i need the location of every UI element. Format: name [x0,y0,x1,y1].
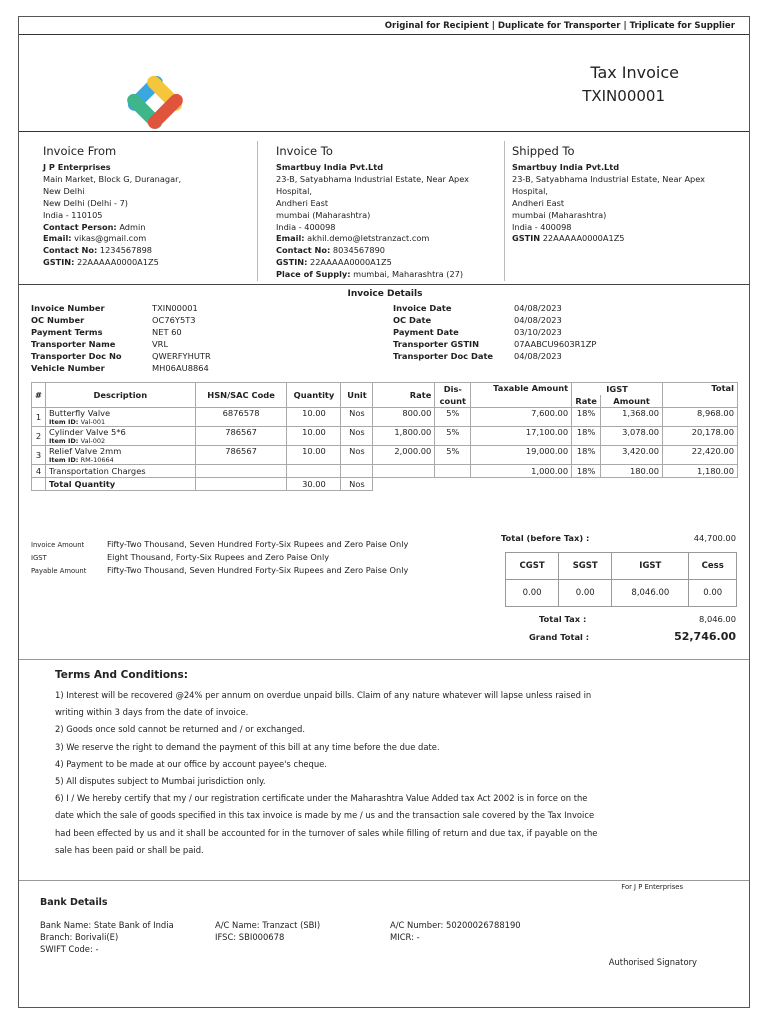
table-row [32,446,738,465]
from-contact-person-label: Contact Person: [43,221,117,232]
tax-value: 8,046.00 [612,580,689,607]
words-label: Payable Amount [31,566,87,575]
cell-idx: 4 [32,465,46,478]
terms-line: 3) We reserve the right to demand the payment of this bill at any time before the due date. [55,741,440,752]
cell-unit: Nos [341,446,373,465]
tax-value: 0.00 [506,580,559,607]
col-header: IGST [572,383,663,396]
detail-value: 03/10/2023 [514,326,562,337]
detail-value: 04/08/2023 [514,303,562,313]
col-header: Description [45,383,195,408]
from-gstin: 22AAAAA0000A1Z5 [76,257,159,268]
detail-label: Vehicle Number [31,362,105,373]
to-company-name: Smartbuy India Pvt.Ltd [276,162,384,172]
authorised-signatory: Authorised Signatory [608,957,697,967]
to-address-line: Andheri East [276,197,329,208]
shipped-to-block [512,144,744,245]
item-id-label: Item ID: [48,437,79,445]
ship-address-line: mumbai (Maharashtra) [512,209,607,220]
terms-list [55,687,645,859]
col-header: Taxable Amount [471,383,572,408]
detail-value: VRL [152,338,169,349]
items-table [31,382,738,491]
cell-desc [45,408,195,427]
bank-divider [19,880,749,881]
cell-total: 22,420.00 [663,446,738,465]
words-value: Eight Thousand, Forty-Six Rupees and Zero Paise Only [107,551,330,562]
to-address-line: 23-B, Satyabhama Industrial Estate, Near Apex [276,173,469,184]
terms-line: 1) Interest will be recovered @24% per annum on overdue unpaid bills. Claim of any nature whatever will lapse unless raised in [55,690,592,700]
bank-swift: SWIFT Code: - [40,944,99,954]
total-before-tax-label: Total (before Tax) : [501,533,590,543]
cell-total: 8,968.00 [663,408,738,427]
table-row [32,427,738,446]
header-divider [19,34,749,35]
detail-label: Transporter Name [31,338,116,349]
item-id-label: Item ID: [48,456,79,464]
cell-hsn: 6876578 [195,408,287,427]
invoice-number-heading: TXIN00001 [582,87,665,105]
detail-value: 04/08/2023 [514,314,562,325]
address-top-divider [19,131,749,132]
bank-name: Bank Name: State Bank of India [40,920,174,930]
ship-address-line: 23-B, Satyabhama Industrial Estate, Near Apex [512,173,705,184]
item-id: Val-002 [80,437,106,445]
to-address-line: India - 400098 [276,221,336,232]
to-gstin-label: GSTIN: [276,257,308,268]
grand-total-label: Grand Total : [529,632,590,642]
detail-label: Transporter Doc Date [393,350,494,361]
words-value: Fifty-Two Thousand, Seven Hundred Forty-Six Rupees and Zero Paise Only [107,539,409,549]
tax-header: IGST [612,553,689,580]
place-of-supply: mumbai, Maharashtra (27) [353,269,464,280]
bank-col-2 [215,919,320,943]
cell-discount: 5% [435,446,471,465]
col-header: Amount [601,395,663,408]
col-header: Total [663,383,738,408]
to-contact-no-label: Contact No: [276,245,331,256]
bank-ac-name: A/C Name: Tranzact (SBI) [215,920,321,930]
from-address-line: India - 110105 [43,209,103,220]
for-company: For J P Enterprises [621,883,683,891]
item-id: RM-10664 [80,456,114,464]
cell-discount [435,465,471,478]
col-header: Rate [373,383,435,408]
tax-value: 0.00 [559,580,612,607]
detail-value: MH06AU8864 [152,362,209,373]
cell-idx: 3 [32,446,46,465]
cell-total: 20,178.00 [663,427,738,446]
tax-header: SGST [559,553,612,580]
bank-ac-number: A/C Number: 50200026788190 [390,920,521,930]
cell-rate: 800.00 [373,408,435,427]
terms-line: date which the sale of goods specified in this tax invoice is made by me / us and the transaction sale covered by the Tax Invoice [55,810,595,821]
cell-hsn: 786567 [195,427,287,446]
words-value: Fifty-Two Thousand, Seven Hundred Forty-Six Rupees and Zero Paise Only [107,564,409,575]
terms-line: 6) I / We hereby certify that my / our registration certificate under the Maharashtra Value Added tax Act 2002 is in force on the [55,793,588,804]
from-contact-no: 1234567898 [99,245,152,256]
cell-igst-rate: 18% [572,427,601,446]
terms-line: sale has been paid or shall be paid. [55,844,204,855]
cell-hsn [195,465,287,478]
bank-branch: Branch: Borivali(E) [40,932,119,942]
table-header-row [32,383,738,396]
cell-taxable: 19,000.00 [471,446,572,465]
shipped-to-heading: Shipped To [512,144,575,158]
cell-discount: 5% [435,427,471,446]
copies-note: Original for Recipient | Duplicate for Transporter | Triplicate for Supplier [384,21,735,31]
invoice-from-heading: Invoice From [43,144,117,158]
from-address-line: New Delhi (Delhi - 7) [43,197,128,208]
item-description: Cylinder Valve 5*6 [48,427,126,437]
from-email-label: Email: [43,233,72,244]
terms-line: had been effected by us and it shall be accounted for in the turnover of sales while filling of return and due tax, if payable on the [55,827,598,838]
cell-desc [45,427,195,446]
details-divider [19,284,749,285]
cell-idx: 2 [32,427,46,446]
to-address-line: Hospital, [276,185,313,196]
to-email-label: Email: [276,233,305,244]
from-contact-person: Admin [119,221,146,232]
cell-taxable: 17,100.00 [471,427,572,446]
total-tax-label: Total Tax : [539,614,587,624]
cell-taxable: 7,600.00 [471,408,572,427]
col-header: Unit [341,383,373,408]
details-right [393,303,596,363]
item-id: Val-001 [80,418,106,426]
from-email: vikas@gmail.com [74,233,147,244]
from-gstin-label: GSTIN: [43,257,75,268]
detail-label: OC Date [393,314,432,325]
words-label: Invoice Amount [31,541,85,549]
detail-value: 04/08/2023 [514,350,562,361]
terms-line: 4) Payment to be made at our office by account payee's cheque. [55,758,327,769]
from-address-line: New Delhi [43,185,85,196]
item-description: Butterfly Valve [48,408,111,418]
terms-line: 2) Goods once sold cannot be returned and / or exchanged. [55,724,306,735]
cell-qty [287,465,341,478]
col-header: # [32,383,46,408]
to-gstin: 22AAAAA0000A1Z5 [309,257,392,268]
ship-address-line: Andheri East [512,197,565,208]
amount-in-words [31,539,408,577]
detail-label: Invoice Date [393,303,452,313]
ship-address-line: Hospital, [512,185,549,196]
table-row [32,408,738,427]
bank-ifsc: IFSC: SBI000678 [215,932,285,942]
tax-summary-table [505,552,737,607]
bank-heading: Bank Details [40,897,108,908]
from-company-name: J P Enterprises [43,162,111,172]
col-header: Rate [572,395,601,408]
ship-company-name: Smartbuy India Pvt.Ltd [512,162,620,172]
detail-value: QWERFYHUTR [152,350,211,361]
invoice-to-block [276,144,502,281]
terms-divider [19,659,749,660]
invoice-details-title: Invoice Details [347,289,423,299]
cell-rate: 1,800.00 [373,427,435,446]
col-header: count [435,395,471,408]
cell-rate: 2,000.00 [373,446,435,465]
terms-line: 5) All disputes subject to Mumbai jurisdiction only. [55,776,266,787]
terms-line: writing within 3 days from the date of invoice. [55,707,249,718]
invoice-page [18,16,750,1008]
cell-unit: Nos [341,408,373,427]
to-contact-no: 8034567890 [332,245,385,256]
tax-value: 0.00 [689,580,737,607]
grand-total: 52,746.00 [674,630,736,643]
detail-label: Payment Terms [31,326,103,337]
col-header: Dis- [435,383,471,396]
cell-desc: Transportation Charges [45,465,195,478]
cell-igst-amount: 1,368.00 [601,408,663,427]
address-divider [504,141,505,281]
cell-qty: 10.00 [287,408,341,427]
ship-address-line: India - 400098 [512,221,572,232]
total-quantity: 30.00 [287,478,341,491]
detail-label: Payment Date [393,326,459,337]
cell-igst-amount: 3,420.00 [601,446,663,465]
table-row [32,465,738,478]
cell-qty: 10.00 [287,446,341,465]
company-logo [115,61,195,141]
details-left [31,303,211,374]
cell-unit [341,465,373,478]
invoice-to-heading: Invoice To [276,144,333,158]
place-of-supply-label: Place of Supply: [276,269,351,280]
cell-igst-rate: 18% [572,465,601,478]
detail-label: Transporter Doc No [31,350,122,361]
bank-col-3 [390,919,521,943]
bank-col-1 [40,919,174,955]
cell-unit: Nos [341,427,373,446]
detail-value: 07AABCU9603R1ZP [514,338,597,349]
total-before-tax: 44,700.00 [693,533,736,543]
invoice-from-block [43,144,263,269]
from-address-line: Main Market, Block G, Duranagar, [43,173,182,184]
cell-total: 1,180.00 [663,465,738,478]
address-divider [257,141,258,281]
cell-qty: 10.00 [287,427,341,446]
detail-label: Transporter GSTIN [393,338,480,349]
from-contact-no-label: Contact No: [43,245,98,256]
cell-discount: 5% [435,408,471,427]
detail-value: TXIN00001 [152,303,198,313]
cell-igst-amount: 3,078.00 [601,427,663,446]
tax-header: CGST [506,553,559,580]
cell-desc [45,446,195,465]
total-quantity-row [32,478,738,491]
detail-value: NET 60 [152,326,182,337]
terms-heading: Terms And Conditions: [55,669,188,681]
total-unit: Nos [341,478,373,491]
to-email: akhil.demo@letstranzact.com [307,233,430,244]
cell-rate [373,465,435,478]
item-id-label: Item ID: [48,418,79,426]
detail-label: OC Number [31,314,85,325]
document-title: Tax Invoice [590,63,679,82]
total-tax: 8,046.00 [699,614,736,624]
cell-taxable: 1,000.00 [471,465,572,478]
total-quantity-label: Total Quantity [45,478,195,491]
detail-value: OC76Y5T3 [152,314,196,325]
tax-header: Cess [689,553,737,580]
words-label: IGST [31,553,47,562]
ship-gstin-label: GSTIN [512,233,541,244]
bank-micr: MICR: - [390,932,420,942]
col-header: HSN/SAC Code [195,383,287,408]
detail-label: Invoice Number [31,303,105,313]
col-header: Quantity [287,383,341,408]
ship-gstin: 22AAAAA0000A1Z5 [542,233,625,244]
item-description: Relief Valve 2mm [48,446,122,456]
cell-igst-rate: 18% [572,408,601,427]
cell-hsn: 786567 [195,446,287,465]
to-address-line: mumbai (Maharashtra) [276,209,371,220]
cell-idx: 1 [32,408,46,427]
cell-igst-rate: 18% [572,446,601,465]
cell-igst-amount: 180.00 [601,465,663,478]
